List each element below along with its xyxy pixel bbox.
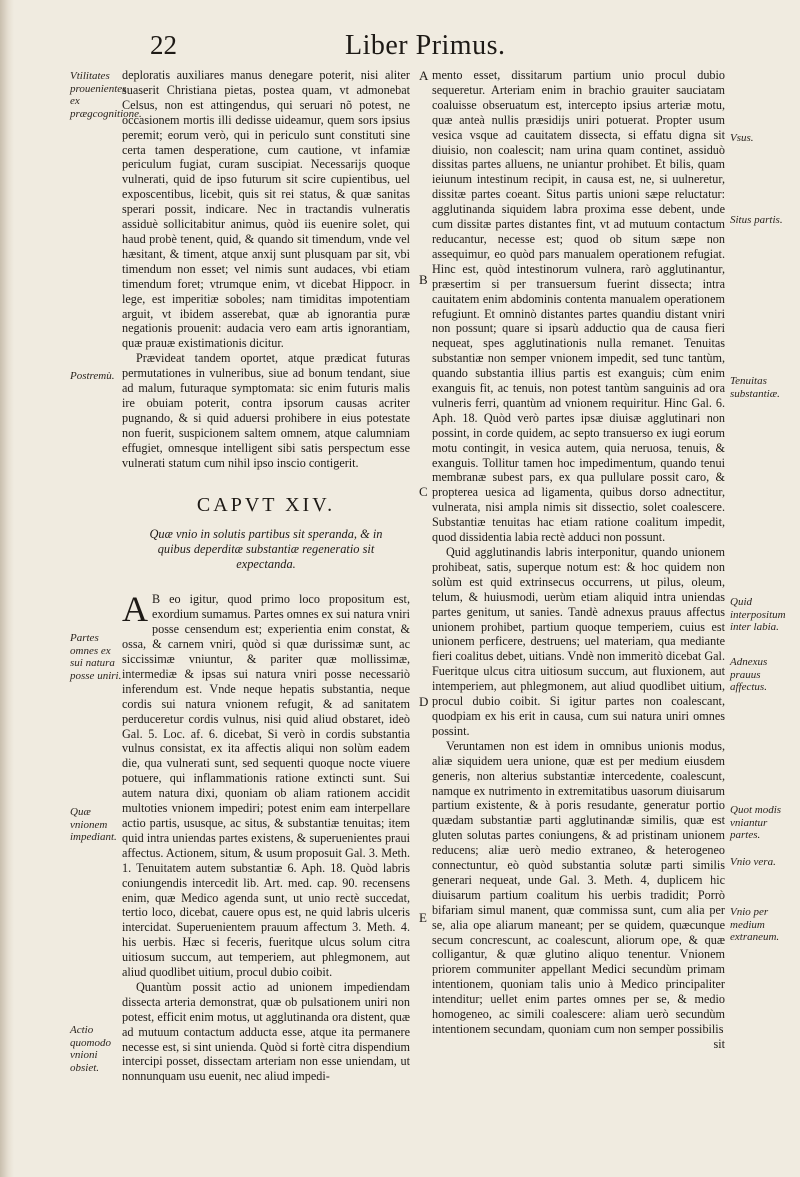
margin-note-postremum: Postremù. bbox=[70, 370, 115, 382]
margin-note-usus: Vsus. bbox=[730, 132, 754, 144]
section-letter: A bbox=[419, 68, 429, 83]
left-paragraph bbox=[122, 589, 410, 980]
margin-note-vnio-per-medium: Vnio per medium extraneum. bbox=[730, 906, 780, 944]
left-paragraph: Quantùm possit actio ad unionem impediendam dissecta arteria demonstrat, quæ ob pulsationem uniri non potest, efficit enim motus, ut agglutinanda ora distent, quæ ad mutuum contactum adducta esse, atque ita permanere necesse est, si sint unienda. Quòd si fortè citra dispendium intercipi posset, dissectam arteriam non esse uniendam, ut nonnunquam usu euenit, nec aliud impedi- bbox=[122, 979, 410, 1084]
running-title: Liber Primus. bbox=[345, 30, 506, 61]
section-letter: E bbox=[419, 910, 427, 925]
left-paragraph: deploratis auxiliares manus denegare poterit, nisi aliter suaserit Christiana pietas, postea quam, vt admonebat Celsus, non est attingendus, qui seruari nõ potest, ne occasionem mortis illi dedisse uideamur, quem sors ipsius peremit; eorum verò, qui in periculo sunt constituti sine certa tamen desperatione, cum cautione, vt infamiæ periculum fugiat, curam suscipiat. Necessarijs quoque vulnerati, quid de ipso futurum sit scire cupientibus, uel exposcentibus, licebit, quis sit rei status, & quæ sanitas sperari possit, indicare. Nec in tractandis vulneratis assiduè sollicitabitur animus, quòd iis euenire solet, qui haud probè tenent, quid, & quando sit timendum, vnde vel hæsitant, & timent, atque anxij sunt plusquam par sit, vbi timendum non esset; vel nimis sunt audaces, vbi etiam timendum foret; vtrumque enim, vt dicebat Hippocr. in lege, est imperitiæ soboles; nam timiditas impotentiam arguit, vt ibidem asserebat, quæ ab ignorantia puræ negationis prouenit: audacia vero eam artis ignorantiam, quæ prauæ existimationis dicitur. bbox=[122, 68, 410, 351]
margin-note-tenuitas: Tenuitas substantiæ. bbox=[730, 375, 780, 400]
section-letter: B bbox=[419, 272, 428, 287]
right-paragraph: Quid agglutinandis labris interponitur, quando unionem prohibeat, satis, superque notum est: & hoc quidem non solùm est quid extrinsecus occurrens, ut pilus, oleum, telum, & huiusmodi, uerùm etiam aliquid intra uniendas partes genitum, ut sanies. Tandè adnexus prauus affectus unionem prohibet, partium quoque temperiem, cuius est unionem perficere, destruens; uel materiam, qua mediante fieri coalitus debet, uitians. Vndè non immeritò dicebat Gal. Fueritque ulcus citra uitiosum succum, aut fluxionem, aut intemperiem, aut phlegmonem, aut aliud quodlibet uitium, procul dubio coibit. Si igitur partes non coalescant, quodpiam ex his erit in causa, cum sui natura uniri omnes possint. bbox=[432, 545, 725, 738]
right-paragraph: Veruntamen non est idem in omnibus unionis modus, aliæ siquidem uera unione, quæ est per medium eiusdem generis, non alterius substantiæ intercedente, coalescunt, namque ex nutrimento in extremitatibus uasorum diuisarum partium existente, & à poris resudante, generatur portio quædam substantiæ parti agglutinandæ similis, quæ est gluten solutas partes coniungens, & ad pristinam unionem reducens; aliæ uerò medio extraneo, & heterogeneo connectuntur, eò quòd substantia solutæ parti similis generari nequeat, unde Gal. 3. Meth. 4, duplicem hic diuisarum partium coalitum his uerbis tradidit; Porrò bifariam simul manent, quæ commissa sunt, cum alia per se, alia ope aliarum maneant; per se quidem, quæcunque secum concrescunt, ac coalescunt, aliorum ope, & quæ colligantur, & quæ glutino aliquo tenentur. Vnionem priorem communiter appellant Medici secundùm primam intentionem, quoniam talis unio à Medico principaliter intenditur; uellet enim partes omnes per se, & medio homogeneo, ac simili coalescere: aliam uerò secundùm intentionem secundam, quoniam cum non semper possibilis bbox=[432, 738, 725, 1036]
left-paragraph-text: B eo igitur, quod primo loco propositum est, exordium sumamus. Partes omnes ex sui natura vniri posse censendum est; experientia enim constat, & ossa, & carnem vniri, quòd si quæ durissimæ sunt, ac siccissimæ vniuntur, & pariter quæ mollissimæ, intermediæ & ipsas sui natura vniri posse necessariò inferendum est. Vnde neque hepatis substantia, neque cordis sui natura vnionem refugit, & ad sanitatem perduceretur cordis vulnus, nisi quid aliud obstaret, ideò Gal. 5. Loc. af. 6. dicebat, Si verò in cordis substantia vulnus consistat, ex ita affectis aliqui non solùm eadem die, qua vulnerati sunt, sed sequenti quoque nocte viuere potuere, qui inflammationis ratione extincti sunt. Sui autem natura dixi, quoniam ob aliam rationem accidit multoties vnionem impediri; potest enim eam interpellare actio partis, ususque, ac situs, & substantiæ tenuitas; item quid intra uniendas partes existens, & superuenientes praui affectus. Actionem, situm, & usum proposuit Gal. 3. Meth. 1. Tenuitatem autem substantiæ 6. Aph. 18. Quòd labris coniungendis intercedit lib. Art. med. cap. 90. recensens enim, quæ Medico agenda sunt, ut unio rectè succedat, tertio loco, dicebat, cauere opus est, ne quid labris ulceris intercidat. Superuenientem prauum affectum 3. Meth. 4. his uerbis. Hæc si feceris, fueritque ulcus solum citra uitiosum succum, aut temperiem, aut phlegmonem, aut aliud quodlibet uitium, procul dubio coibit. bbox=[122, 592, 410, 980]
section-letter: D bbox=[419, 694, 429, 709]
left-text-column bbox=[122, 68, 410, 1084]
margin-note-quid-interpositum: Quid interpositum inter labia. bbox=[730, 596, 786, 634]
right-text-column bbox=[432, 68, 725, 1052]
left-paragraph: Prævideat tandem oportet, atque prædicat futuras permutationes in vulneribus, siue ad bonum tendant, siue ad malum, futuraque symptomata: sic enim futuris malis ire obuiam poterit, contra ipsorum causas acriter pugnando, & si quid aduersi prohibere in eius potestate non fuerit, suspicionem saltem omnem, atque calumniam effugiet, omnesque intelligent sibi satis perspectum esse vulnerati statum cum nihil ipso inscio contigerit. bbox=[122, 351, 410, 470]
page-number: 22 bbox=[150, 30, 177, 60]
margin-note-quot-modis: Quot modis vniantur partes. bbox=[730, 804, 782, 842]
margin-note-situs-partis: Situs partis. bbox=[730, 214, 783, 226]
right-paragraph: mento esset, dissitarum partium unio procul dubio sequeretur. Arteriam enim in brachio grauiter sauciatam coaluisse obseruatum est, intercepto ipsius arteriæ motu, quæ anteà nullis præsidijs uniri potuerat. Propter usum vesica vsque ad cauitatem dissecta, si effatu digna sit diuisio, non coalescit; nam urina quam continet, assiduò dissitas partes alluens, ne uniantur prohibet. Et bilis, quam ieiunum intestinum recipit, in causa est, ne, si uulneretur, dissitæ partes coeant. Situs partis unioni sæpe reluctatur: agglutinanda siquidem labra proxima esse debent, unde cum dissitæ partes distantes fint, vt ad mutuum contactum reducantur, necesse est; quod ob situm sæpe non assequimur, eo quòd pars manualem operationem refugiat. Hinc est, quòd intestinorum vulnera, rarò agglutinantur, præsertim si per transuersum fuerint dissecta; intra cauitatem enim abdominis contenta manualem operationem refugiunt. Et omninò distantes partes quandiu distant vniri non possunt; quare si ipsarù adductio qua de causa fieri nequeat, spes agglutinationis nulla remanet. Tenuitas substantiæ non semper vnionem impedit, sed tunc tantùm, quando substantia illius partis est exanguis; cùm enim exanguis fit, ac tenuis, non potest tantùm sanguinis ad ora vulneris ferri, quantùm ad vnionem requiritur. Hinc Gal. 6. Aph. 18. Quòd verò partes ipsæ diuisæ agglutinari non possint, in corde quidem, ac septo transuerso ex iugi eorum motu contingit, in vesica autem, quia neruosa, tenuis, & exanguis. Tollitur tamen hoc impedimentum, quando tenui membranæ subest pars, ex qua pullulare possit caro, & propterea uesica ad ligamenta, quibus dorso adnectitur, vulnerata, nisi ampla nimis sit dissectio, solet coalescere. Substantiæ tenuitas hac etiam ratione coalitum impedit, quod dissidentia labia rectè adduci non possunt. bbox=[432, 68, 725, 545]
margin-note-quae-vnionem: Quæ vnionem impediant. bbox=[70, 806, 117, 844]
margin-note-vnio-vera: Vnio vera. bbox=[730, 856, 776, 868]
running-head bbox=[150, 30, 710, 70]
page-binding-shadow bbox=[0, 0, 14, 1177]
chapter-subtitle: Quæ vnio in solutis partibus sit speranda, & in quibus deperditæ substantiæ regeneratio sit expectanda. bbox=[149, 527, 383, 572]
margin-note-utilitates: Vtilitates prouenientes ex prægcognitione. bbox=[70, 70, 142, 120]
section-letter: C bbox=[419, 484, 428, 499]
margin-note-adnexus: Adnexus prauus affectus. bbox=[730, 656, 768, 694]
margin-note-actio: Actio quomodo vnioni obsiet. bbox=[70, 1024, 111, 1074]
catchword: sit bbox=[713, 1036, 725, 1051]
drop-initial: A bbox=[122, 589, 148, 630]
margin-note-partes-omnes: Partes omnes ex sui natura posse uniri. bbox=[70, 632, 122, 682]
chapter-heading: CAPVT XIV. bbox=[196, 494, 336, 517]
